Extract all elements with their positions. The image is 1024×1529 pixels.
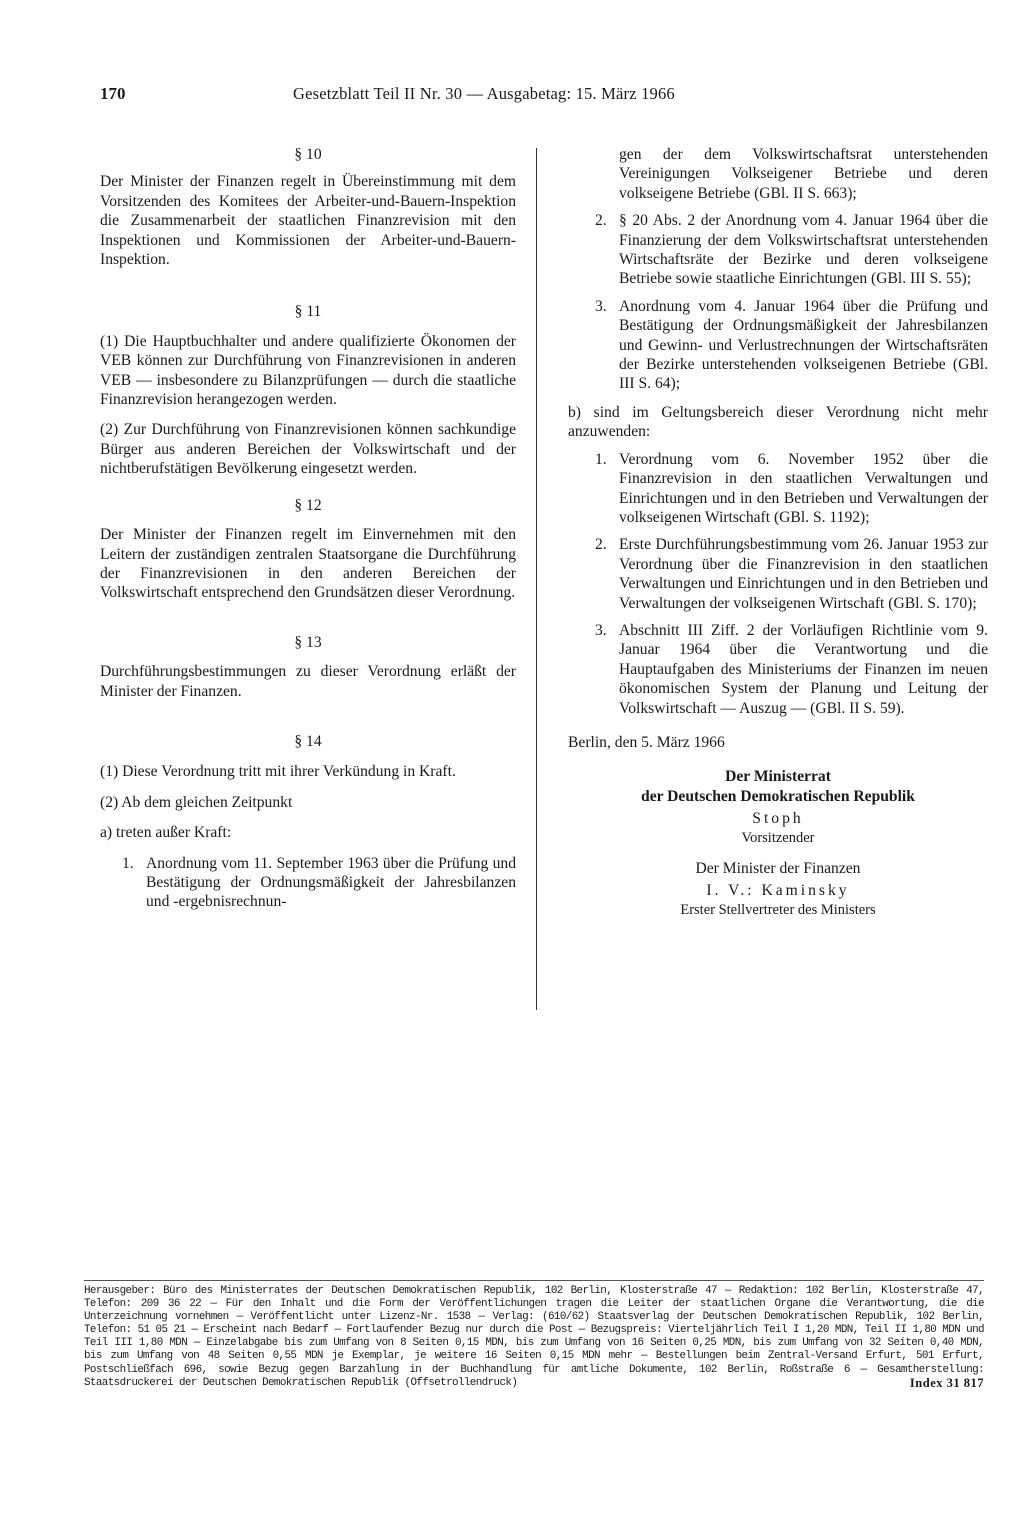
section-12-text: Der Minister der Finanzen regelt im Einvernehmen mit den Leitern der zuständigen zentralen Staatsorgane die Durchführung der Finanzrevisionen in den anderen Bereichen der Volkswirtschaft entsprechend den Grundsätzen dieser Verordnung. [100, 526, 516, 602]
section-14-item-b: b) sind im Geltungsbereich dieser Verordnung nicht mehr anzuwenden: [568, 403, 988, 441]
list-item-text: Abschnitt III Ziff. 2 der Vorläufigen Richtlinie vom 9. Januar 1964 über die Verantwortung und die Hauptaufgaben des Ministeriums der Finanzen im neuen ökonomischen System der Planung und Leitung der Volkswirtschaft — Auszug — (GBl. II S. 59). [619, 621, 988, 717]
signatory-organ-line-2: der Deutschen Demokratischen Republik [641, 787, 915, 805]
list-item [568, 621, 988, 718]
list-item-number: 2. [595, 536, 607, 554]
list-item-number: 3. [595, 297, 607, 315]
section-13-text: Durchführungsbestimmungen zu dieser Verordnung erläßt der Minister der Finanzen. [100, 663, 516, 700]
signatory-organ: Der Ministerrat [725, 768, 831, 786]
section-14-para-2: (2) Ab dem gleichen Zeitpunkt [100, 793, 293, 811]
list-item-text: Erste Durchführungsbestimmung vom 26. Januar 1953 zur Verordnung über die Finanzrevision in den staatlichen Verwaltungen und Einrichtungen und in den Betrieben und Verwaltungen der volkseigenen Wirtschaft (GBl. S. 170); [619, 536, 988, 612]
section-12-heading: § 12 [294, 496, 322, 514]
list-item [568, 297, 988, 394]
signatory-name-kaminsky: I. V.: Kaminsky [706, 882, 850, 900]
list-item-number: 3. [595, 621, 607, 639]
section-10-heading: § 10 [294, 146, 322, 163]
section-11-para-1: (1) Die Hauptbuchhalter und andere qualifizierte Ökonomen der VEB können zur Durchführung von Finanzrevisionen in anderen VEB — insbesondere zu Bilanzprüfungen — durch die staatliche Finanzrevision herangezogen werden. [100, 332, 516, 409]
signatory-name-stoph: Stoph [752, 810, 804, 828]
list-item [568, 535, 988, 613]
right-column [568, 145, 988, 920]
place-and-date: Berlin, den 5. März 1966 [568, 733, 725, 751]
imprint-footer [84, 1285, 984, 1390]
page-number: 170 [100, 84, 126, 103]
index-number: Index 31 817 [909, 1375, 984, 1390]
list-item-text: Anordnung vom 11. September 1963 über die Prüfung und Bestätigung der Ordnungsmäßigkeit der Jahresbilanzen und -ergebnisrechnun- [146, 854, 516, 911]
signatory-role-deputy: Erster Stellvertreter des Ministers [680, 901, 876, 918]
section-14-para-1: (1) Diese Verordnung tritt mit ihrer Verkündung in Kraft. [100, 763, 456, 781]
signatory-ministry: Der Minister der Finanzen [695, 860, 861, 877]
page-header [100, 84, 992, 110]
footer-rule [84, 1280, 984, 1281]
imprint-text: Herausgeber: Büro des Ministerrates der Deutschen Demokratischen Republik, 102 Berlin, Klosterstraße 47 — Redaktion: 102 Berlin, Klosterstraße 47, Telefon: 209 36 22 — Für den Inhalt und die Form der Veröffentlichungen tragen die Leiter der staatlichen Organe die Verantwortung, die die Unterzeichnung vornehmen — Veröffentlicht unter Lizenz-Nr. 1538 — Verlag: (610/62) Staatsverlag der Deutschen Demokratischen Republik, 102 Berlin, Telefon: 51 05 21 — Erscheint nach Bedarf — Fortlaufender Bezug nur durch die Post — Bezugspreis: Vierteljährlich Teil I 1,20 MDN, Teil II 1,80 MDN und Teil III 1,80 MDN — Einzelabgabe bis zum Umfang von 8 Seiten 0,15 MDN, bis zum Umfang von 16 Seiten 0,25 MDN, bis zum Umfang von 32 Seiten 0,40 MDN, bis zum Umfang von 48 Seiten 0,55 MDN je Exemplar, je weitere 16 Seiten 0,15 MDN mehr — Bestellungen beim Zentral-Versand Erfurt, 501 Erfurt, Postschließfach 696, sowie Bezug gegen Barzahlung in der Buchhandlung für amtliche Dokumente, 102 Berlin, Roßstraße 6 — Gesamtherstellung: Staatsdruckerei der Deutschen Demokratischen Republik (Offsetrollendruck) [84, 1285, 984, 1389]
section-11-para-2: (2) Zur Durchführung von Finanzrevisionen können sachkundige Bürger aus anderen Bereichen der Volkswirtschaft und der nichtberufstätigen Bevölkerung eingesetzt werden. [100, 421, 516, 478]
list-item-text: Verordnung vom 6. November 1952 über die Finanzrevision in den staatlichen Verwaltungen und Einrichtungen und in den Betrieben und Verwaltungen der volkseigenen Wirtschaft (GBl. S. 1192); [619, 450, 988, 526]
left-column [100, 145, 516, 912]
list-item [568, 211, 988, 289]
continued-item-text: gen der dem Volkswirtschaftsrat unterstehenden Vereinigungen Volkseigener Betriebe und deren volkseigene Betriebe (GBl. II S. 663); [619, 146, 988, 202]
section-14-heading: § 14 [294, 732, 322, 750]
gazette-title: Gesetzblatt Teil II Nr. 30 — Ausgabetag: 15. März 1966 [293, 84, 675, 103]
list-item-number: 2. [595, 212, 607, 230]
list-item-number: 1. [595, 450, 607, 468]
section-10-text: Der Minister der Finanzen regelt in Übereinstimmung mit dem Vorsitzenden des Komitees der Arbeiter-und-Bauern-Inspektion die Zusammenarbeit der staatlichen Finanzrevision mit den Inspektionen und Kommissionen der Arbeiter-und-Bauern-Inspektion. [100, 173, 516, 269]
list-item [100, 854, 516, 912]
list-item-text: § 20 Abs. 2 der Anordnung vom 4. Januar 1964 über die Finanzierung der dem Volkswirtschaftsrat unterstehenden Wirtschaftsräte der Bezirke und deren volkseigene Betriebe sowie staatliche Einrichtungen (GBl. III S. 55); [619, 212, 988, 288]
signatory-role-chairman: Vorsitzender [741, 829, 815, 846]
section-14-item-a: a) treten außer Kraft: [100, 824, 232, 842]
list-item [568, 450, 988, 528]
column-divider [536, 148, 537, 1010]
list-item-number: 1. [122, 854, 134, 872]
list-item-text: Anordnung vom 4. Januar 1964 über die Prüfung und Bestätigung der Ordnungsmäßigkeit der Jahresbilanzen und Gewinn- und Verlustrechnungen der Wirtschaftsräten der Bezirke unterstehenden volkseigenen Betriebe (GBl. III S. 64); [619, 297, 988, 393]
section-13-heading: § 13 [294, 633, 322, 651]
section-11-heading: § 11 [294, 303, 322, 321]
